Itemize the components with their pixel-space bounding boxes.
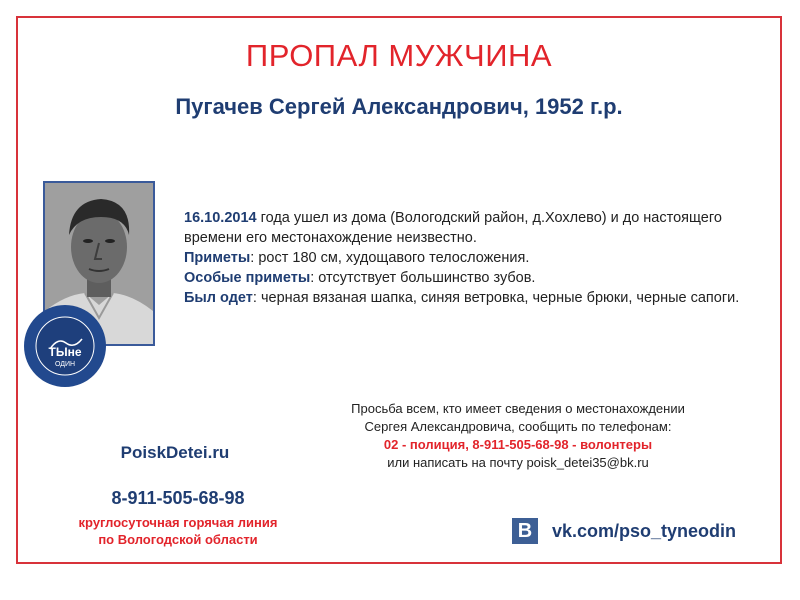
vk-link[interactable] (512, 518, 736, 544)
contact-request (308, 400, 728, 472)
hotline-phone[interactable]: 8-911-505-68-98 (111, 488, 245, 508)
disappearance-text: года ушел из дома (Вологодский район, д.Хохлево) и до настоящего времени его местонахождение неизвестно. (184, 210, 722, 246)
clothes-text: : черная вязаная шапка, синяя ветровка, черные брюки, черные сапоги. (252, 290, 740, 306)
special-signs-text: : отсутствует большинство зубов. (310, 270, 536, 286)
signs-text: : рост 180 см, худощавого телосложения. (250, 250, 530, 266)
hotline-caption (38, 514, 318, 548)
hotline-caption-line-1: круглосуточная горячая линия (78, 515, 278, 530)
clothes-label: Был одет (184, 290, 253, 306)
poster-title: ПРОПАЛ МУЖЧИНА (245, 38, 553, 73)
disappearance-date: 16.10.2014 (184, 210, 257, 226)
special-signs-label: Особые приметы (184, 270, 311, 286)
hotline-caption-line-2: по Вологодской области (98, 532, 258, 547)
site-link[interactable]: PoiskDetei.ru (120, 443, 230, 462)
request-line-1: Просьба всем, кто имеет сведения о местонахождении (351, 401, 685, 416)
tyneodin-logo (22, 303, 108, 389)
request-line-2: Сергея Александровича, сообщить по телефонам: (364, 419, 672, 434)
request-email-line: или написать на почту poisk_detei35@bk.ru (387, 455, 649, 470)
description (184, 208, 744, 308)
vk-link-text[interactable]: vk.com/pso_tyneodin (552, 520, 737, 541)
logo-main-text: ТЫне (48, 345, 82, 359)
person-name: Пугачев Сергей Александрович, 1952 г.р. (175, 94, 623, 119)
logo-sub-text: ОДИН (54, 361, 76, 368)
request-phones: 02 - полиция, 8-911-505-68-98 - волонтеры (383, 437, 653, 452)
signs-label: Приметы (184, 250, 251, 266)
missing-person-poster (16, 16, 782, 564)
vk-icon: В (512, 518, 538, 544)
